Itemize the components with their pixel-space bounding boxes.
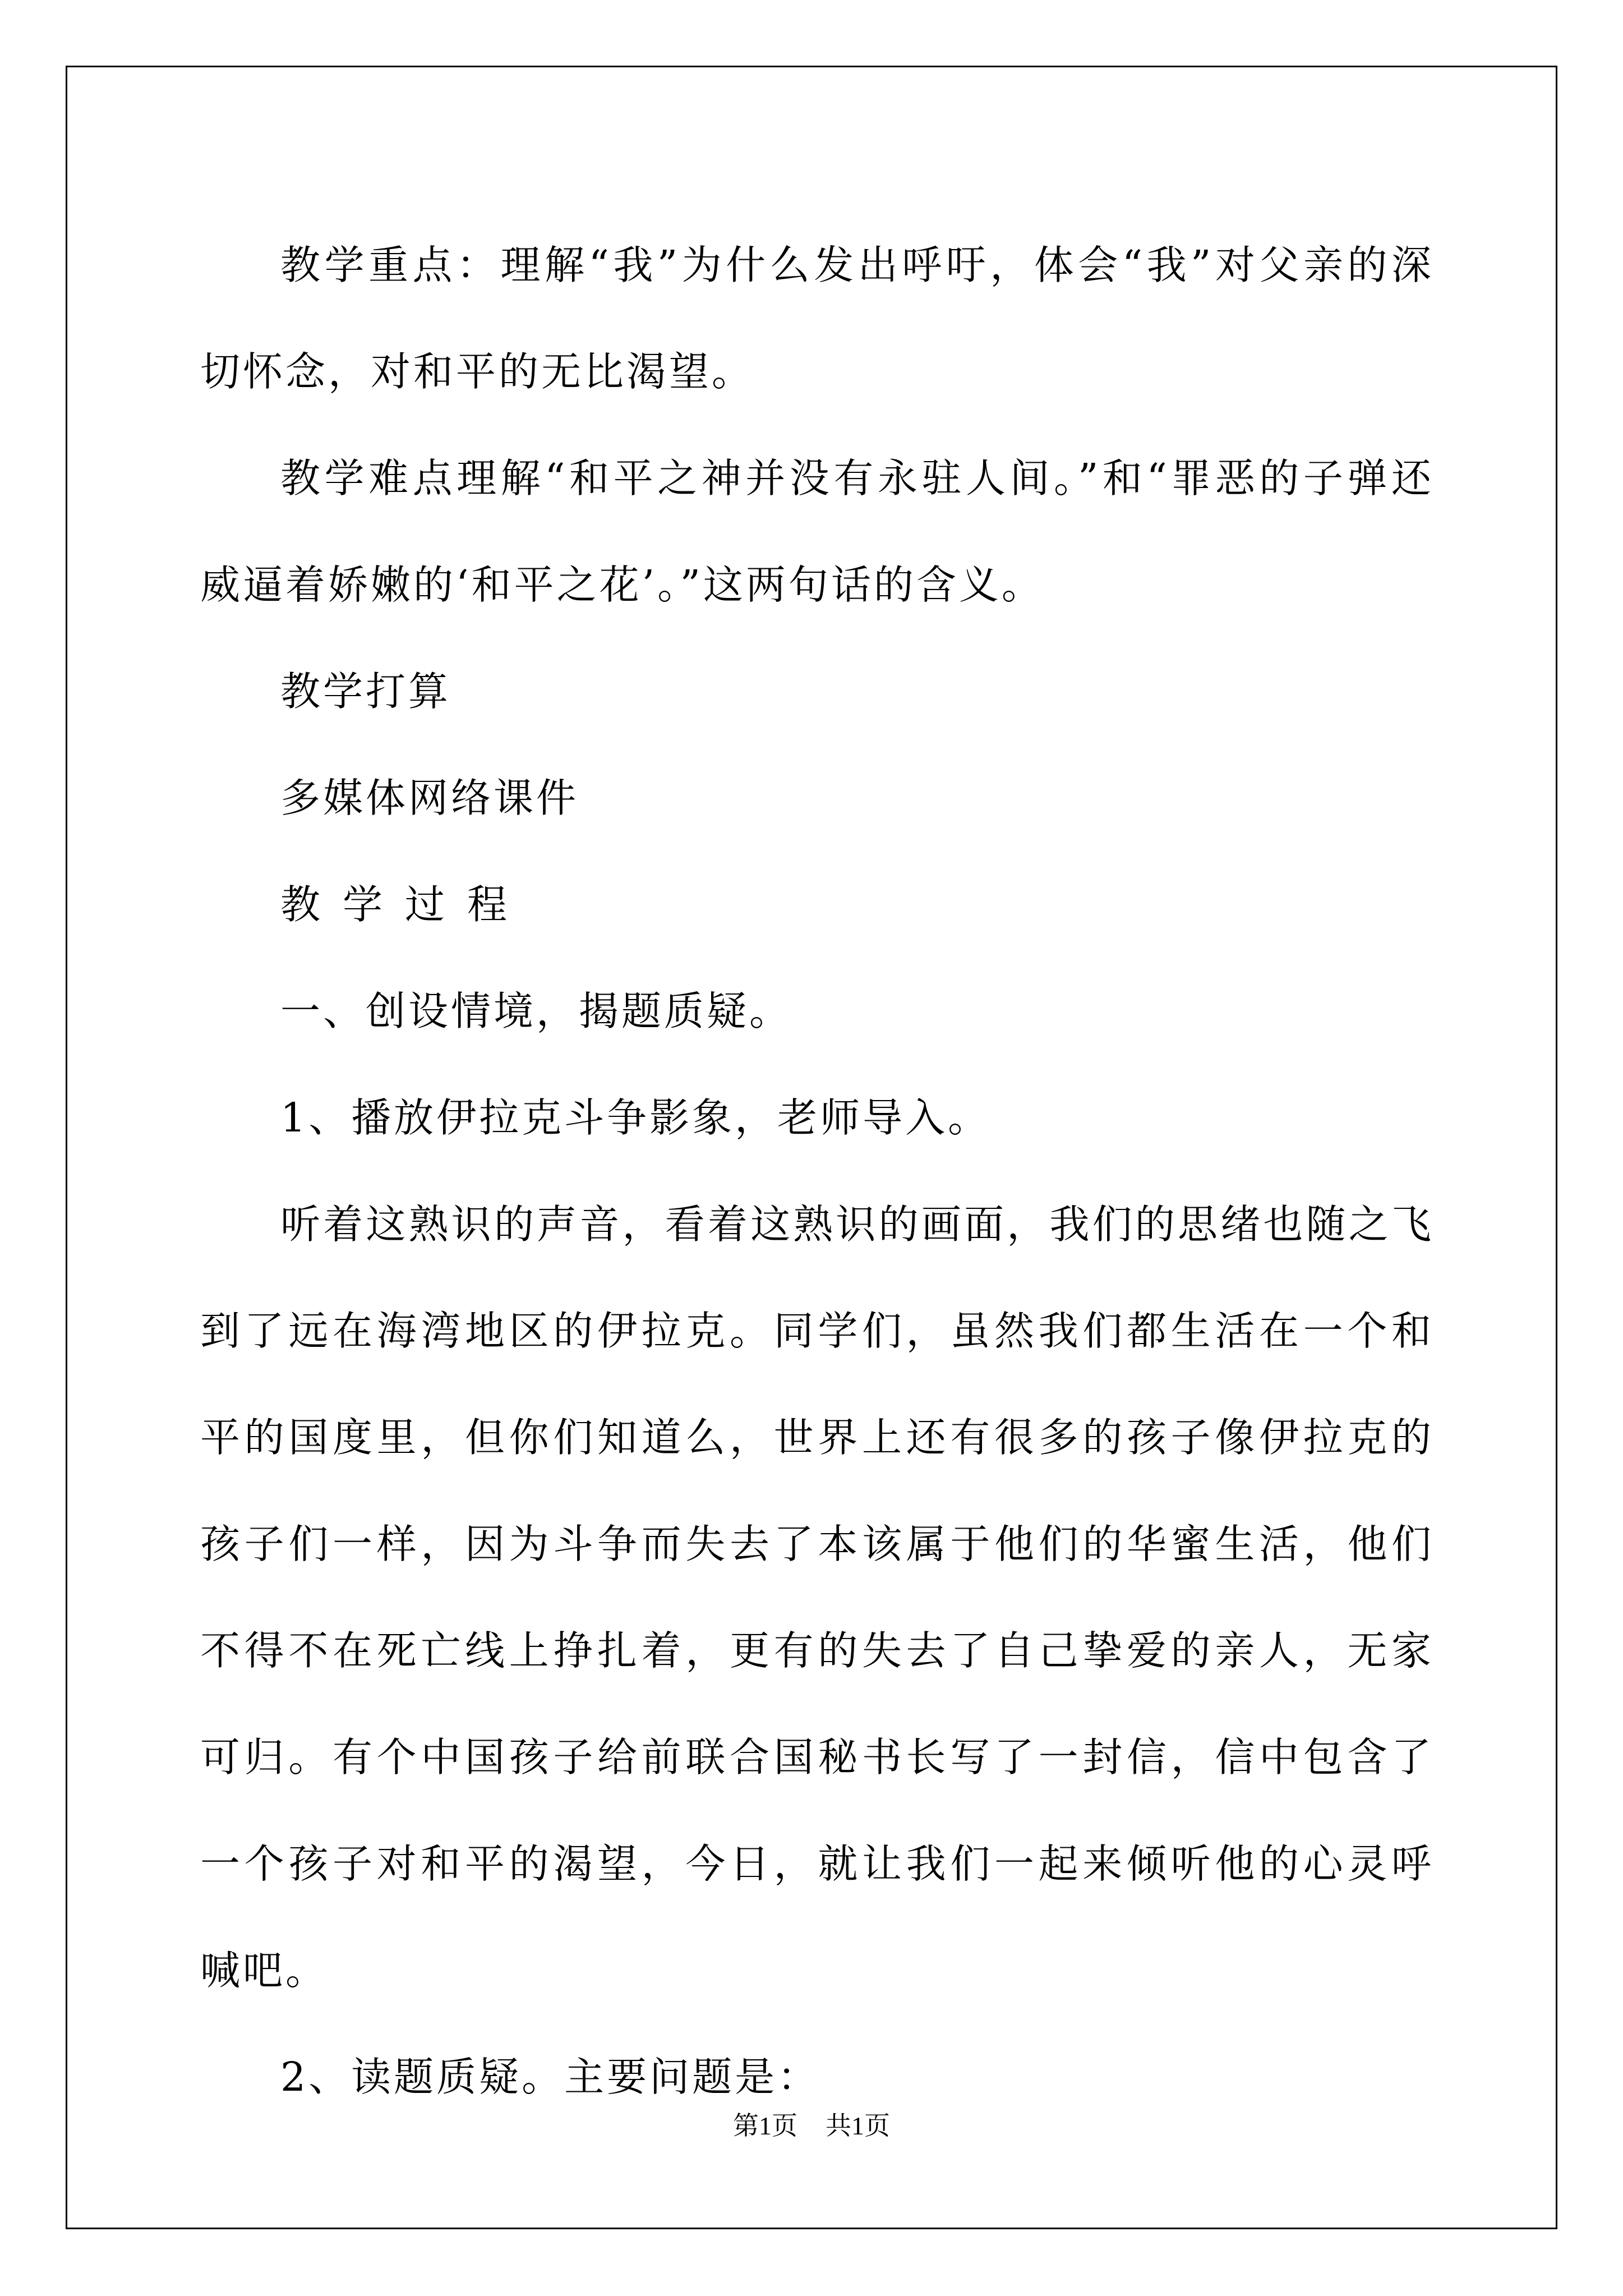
paragraph-step-two: 2、读题质疑。主要问题是： (280, 2054, 820, 2100)
paragraph-section-one-heading: 一、创设情境，揭题质疑。 (280, 988, 792, 1034)
document-body (200, 212, 1434, 2131)
paragraph-teaching-process-heading: 教学过程 (280, 881, 530, 928)
paragraph-step-one: 1、播放伊拉克斗争影象，老师导入。 (280, 1094, 991, 1141)
paragraph-teaching-focus: 教学重点：理解“我”为什么发出呼吁，体会“我”对父亲的深切怀念，对和平的无比渴望。 (200, 242, 1434, 395)
paragraph-teaching-difficulty: 教学难点理解“和平之神并没有永驻人间。”和“罪恶的子弹还威逼着娇嫩的‘和平之花’。”这两句话的含义。 (200, 455, 1434, 608)
page-footer (0, 2109, 1623, 2143)
page-number: 第1页 (733, 2111, 797, 2140)
page-total: 共1页 (826, 2111, 890, 2140)
paragraph-multimedia-courseware: 多媒体网络课件 (280, 775, 579, 821)
paragraph-introduction-text: 听着这熟识的声音，看着这熟识的画面，我们的思绪也随之飞到了远在海湾地区的伊拉克。同学们，虽然我们都生活在一个和平的国度里，但你们知道么，世界上还有很多的孩子像伊拉克的孩子们一样，因为斗争而失去了本该属于他们的华蜜生活，他们不得不在死亡线上挣扎着，更有的失去了自己挚爱的亲人，无家可归。有个中国孩子给前联合国秘书长写了一封信，信中包含了一个孩子对和平的渴望，今日，就让我们一起来倾听他的心灵呼喊吧。 (200, 1201, 1434, 1994)
paragraph-teaching-preparation-heading: 教学打算 (280, 668, 451, 715)
